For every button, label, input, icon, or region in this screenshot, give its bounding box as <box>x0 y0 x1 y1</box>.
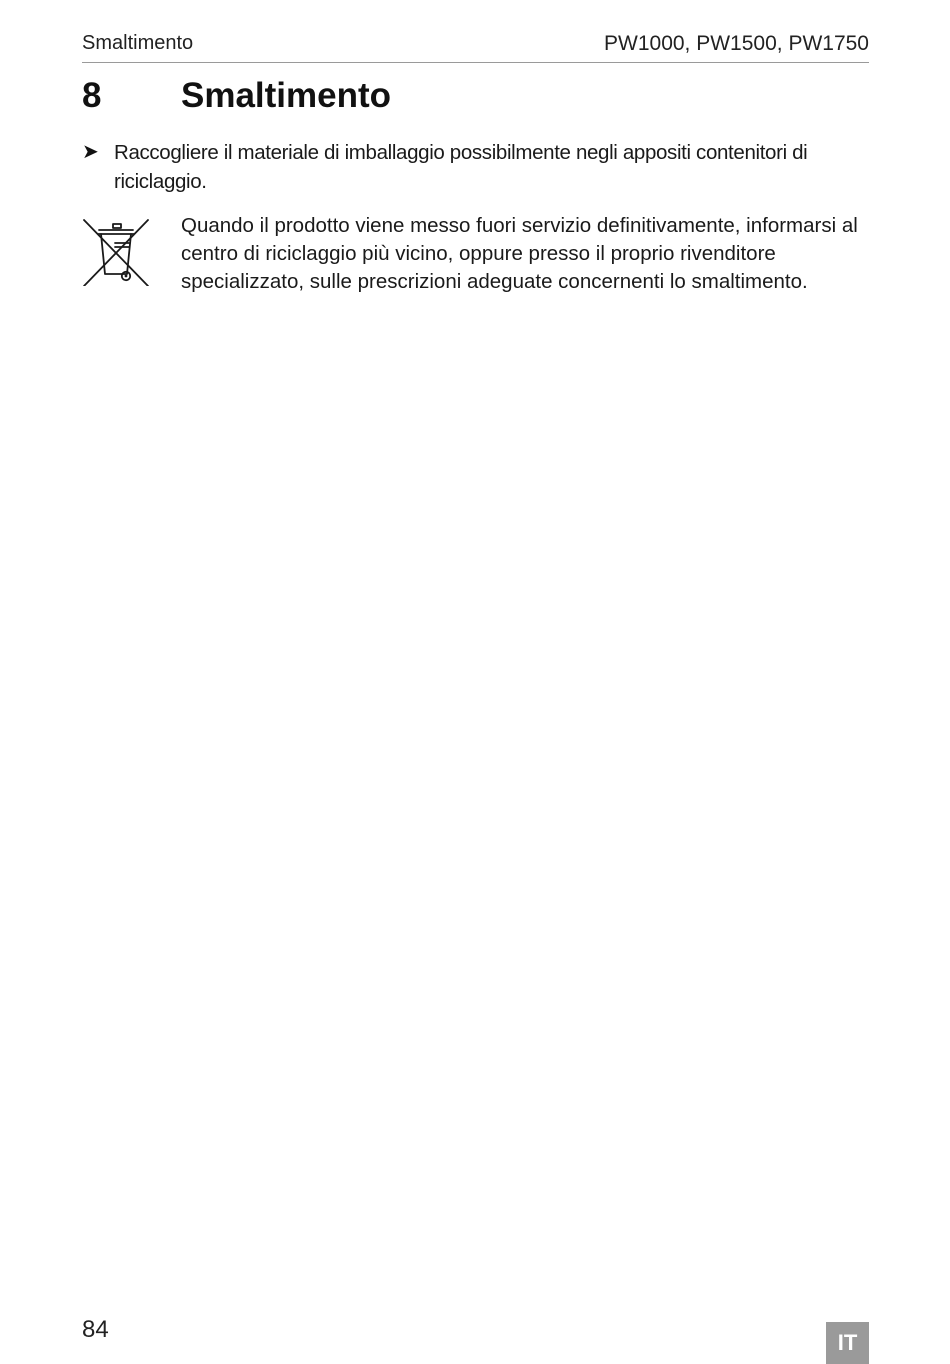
instruction-text: Raccogliere il materiale di imballaggio possibilmente negli appositi contenitori di riciclaggio. <box>114 141 808 193</box>
page-header <box>82 30 869 63</box>
crossed-out-wheelie-bin-icon <box>82 216 150 286</box>
header-model-list: PW1000, PW1500, PW1750 <box>604 32 869 55</box>
section-number: 8 <box>82 76 102 115</box>
arrow-icon: ➤ <box>82 141 99 163</box>
language-badge: IT <box>826 1322 869 1364</box>
page-number: 84 <box>82 1316 109 1343</box>
notice-text: Quando il prodotto viene messo fuori servizio definitivamente, informarsi al centro di riciclaggio più vicino, oppure presso il proprio rivenditore specializzato, sulle prescrizioni adeguate concernenti lo smaltimento. <box>181 214 858 293</box>
section-heading <box>82 76 869 122</box>
section-title: Smaltimento <box>181 76 392 115</box>
header-chapter-title: Smaltimento <box>82 32 194 54</box>
